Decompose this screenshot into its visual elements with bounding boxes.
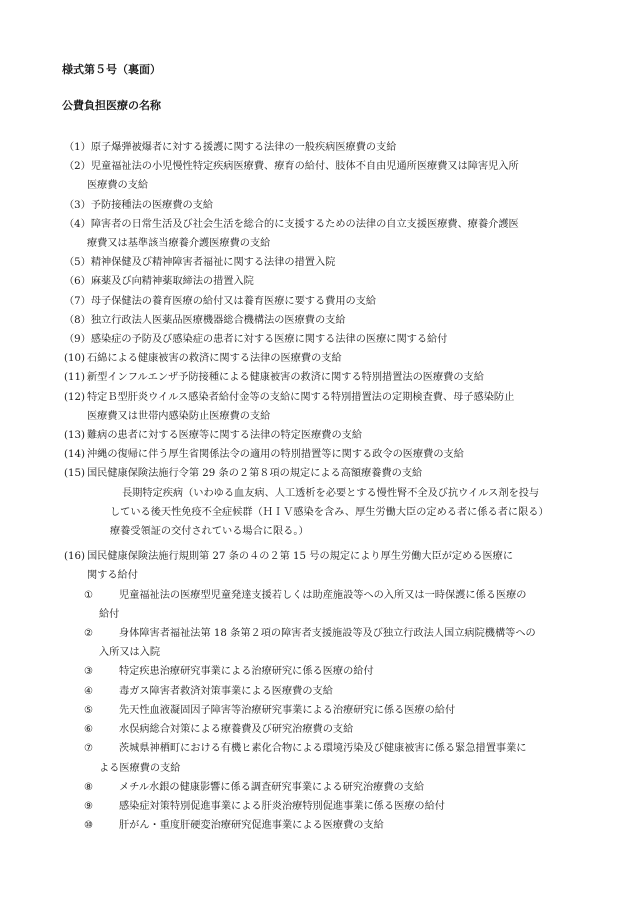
item-number: （5） [64, 257, 91, 269]
sub-item-text: 先天性血液凝固因子障害等治療研究事業による治療研究に係る医療の給付 [119, 704, 456, 716]
sub-item-text: 児童福祉法の医療型児童発達支援若しくは助産施設等への入所又は一時保護に係る医療の [119, 589, 527, 601]
sub-item-number: ⑩ [84, 820, 94, 832]
item-number: （6） [64, 276, 91, 288]
sub-item-number: ③ [84, 666, 94, 678]
item-text-continued: 関する給付 [87, 570, 138, 582]
item-number: (14) [64, 449, 85, 461]
item-text: 児童福祉法の小児慢性特定疾病医療費、療育の給付、肢体不自由児通所医療費又は障害児入所 [90, 161, 519, 173]
sub-list-item [64, 624, 594, 643]
item-text: 国民健康保険法施行規則第 27 条の４の２第 15 号の規定により厚生労働大臣が定める医療に [87, 551, 514, 563]
item-text: 特定Ｂ型肝炎ウイルス感染者給付金等の支給に関する特別措置法の定期検査費、母子感染防止 [87, 391, 515, 403]
list-item [64, 292, 594, 311]
list-item [64, 464, 594, 483]
item-number: （2） [64, 161, 91, 173]
sub-item-text: メチル水銀の健康影響に係る調査研究事業による研究治療費の支給 [119, 781, 425, 793]
list-item [64, 253, 594, 272]
item-text: 沖縄の復帰に伴う厚生省関係法令の適用の特別措置等に関する政令の医療費の支給 [87, 449, 464, 461]
item-number: （3） [64, 199, 91, 211]
item-text: 麻薬及び向精神薬取締法の措置入院 [90, 276, 254, 288]
item-number: （1） [64, 142, 91, 153]
item-text: 障害者の日常生活及び社会生活を総合的に支援するための法律の自立支援医療費、療養介護医 [90, 218, 519, 230]
sub-list-item [64, 797, 594, 816]
list-item [64, 426, 594, 445]
list-item [64, 368, 594, 387]
sub-item-number: ⑦ [84, 743, 94, 755]
sub-item-text-continued: よる医療費の支給 [99, 762, 181, 774]
item-number: (11) [64, 372, 85, 384]
item-text-continued: 医療費又は世帯内感染防止医療費の支給 [87, 410, 271, 422]
list-item [64, 215, 594, 234]
sub-list-item [64, 739, 594, 758]
item-text: 石綿による健康被害の救済に関する法律の医療費の支給 [87, 353, 342, 365]
list-item [64, 311, 594, 330]
list-item [64, 388, 594, 407]
sub-item-text: 感染症対策特別促進事業による肝炎治療特別促進事業に係る医療の給付 [119, 800, 445, 812]
item-text-continued: 療費又は基準該当療養介護医療費の支給 [87, 238, 271, 250]
item-note: 長期特定疾病（いわゆる血友病、人工透析を必要とする慢性腎不全及び抗ウイルス剤を投与 [122, 487, 540, 499]
item-note-continued: 療養受領証の交付されている場合に限る。） [110, 526, 309, 538]
list-item [64, 272, 594, 291]
sub-item-text: 身体障害者福祉法第 18 条第２項の障害者支援施設等及び独立行政法人国立病院機構等への [119, 628, 536, 640]
item-text: 原子爆弾被爆者に対する援護に関する法律の一般疾病医療費の支給 [90, 142, 397, 153]
sub-item-text-continued: 入所又は入院 [99, 647, 161, 659]
sub-item-number: ⑨ [84, 800, 94, 812]
item-number: (10) [64, 353, 85, 365]
item-number: （9） [64, 334, 91, 346]
sub-list-item [64, 662, 594, 681]
sub-list-item [64, 816, 594, 835]
item-text: 母子保健法の養育医療の給付又は養育医療に要する費用の支給 [90, 295, 377, 307]
sub-item-number: ② [84, 628, 94, 640]
item-text: 独立行政法人医薬品医療機器総合機構法の医療費の支給 [90, 314, 346, 326]
list-item [64, 330, 594, 349]
item-number: (15) [64, 468, 85, 480]
list-item [64, 196, 594, 215]
item-text: 予防接種法の医療費の支給 [90, 199, 214, 211]
sub-item-number: ① [84, 589, 94, 601]
list-item [64, 349, 594, 368]
sub-item-number: ⑤ [84, 704, 94, 716]
form-number: 様式第５号（裏面） [62, 63, 161, 76]
sub-item-text-continued: 給付 [99, 608, 120, 620]
list-item [64, 138, 594, 157]
sub-item-number: ⑥ [84, 724, 94, 736]
item-note-continued: している後天性免疫不全症候群（ＨＩＶ感染を含み、厚生労働大臣の定める者に係る者に限る） [110, 506, 549, 518]
sub-list-item [64, 586, 594, 605]
list-item [64, 445, 594, 464]
sub-item-text: 茨城県神栖町における有機ヒ素化合物による環境汚染及び健康被害に係る緊急措置事業に [119, 743, 527, 755]
item-text: 精神保健及び精神障害者福祉に関する法律の措置入院 [90, 257, 336, 269]
sub-list-item [64, 701, 594, 720]
item-text: 感染症の予防及び感染症の患者に対する医療に関する法律の医療に関する給付 [90, 334, 448, 346]
sub-item-text: 特定疾患治療研究事業による治療研究に係る医療の給付 [119, 666, 374, 678]
sub-item-number: ④ [84, 685, 94, 697]
item-text: 新型インフルエンザ予防接種による健康被害の救済に関する特別措置法の医療費の支給 [87, 372, 484, 384]
item-number: （4） [64, 218, 91, 230]
item-text: 国民健康保険法施行令第 29 条の２第８項の規定による高額療養費の支給 [87, 468, 423, 480]
item-text-continued: 医療費の支給 [87, 180, 149, 192]
list-item [64, 157, 594, 176]
sub-list-item [64, 778, 594, 797]
sub-list-item [64, 682, 594, 701]
list-item [64, 547, 594, 566]
item-list [64, 138, 594, 835]
sub-item-text: 水俣病総合対策による療養費及び研究治療費の支給 [119, 724, 354, 736]
sub-item-number: ⑧ [84, 781, 94, 793]
item-text: 難病の患者に対する医療等に関する法律の特定医療費の支給 [87, 430, 363, 442]
item-number: (13) [64, 430, 85, 442]
document-heading: 公費負担医療の名称 [62, 99, 161, 112]
sub-item-text: 毒ガス障害者救済対策事業による医療費の支給 [119, 685, 333, 697]
sub-item-text: 肝がん・重度肝硬変治療研究促進事業による医療費の支給 [119, 820, 384, 832]
item-number: (16) [64, 551, 85, 563]
item-number: （8） [64, 314, 91, 326]
item-number: (12) [64, 391, 85, 403]
item-number: （7） [64, 295, 91, 307]
sub-list-item [64, 720, 594, 739]
